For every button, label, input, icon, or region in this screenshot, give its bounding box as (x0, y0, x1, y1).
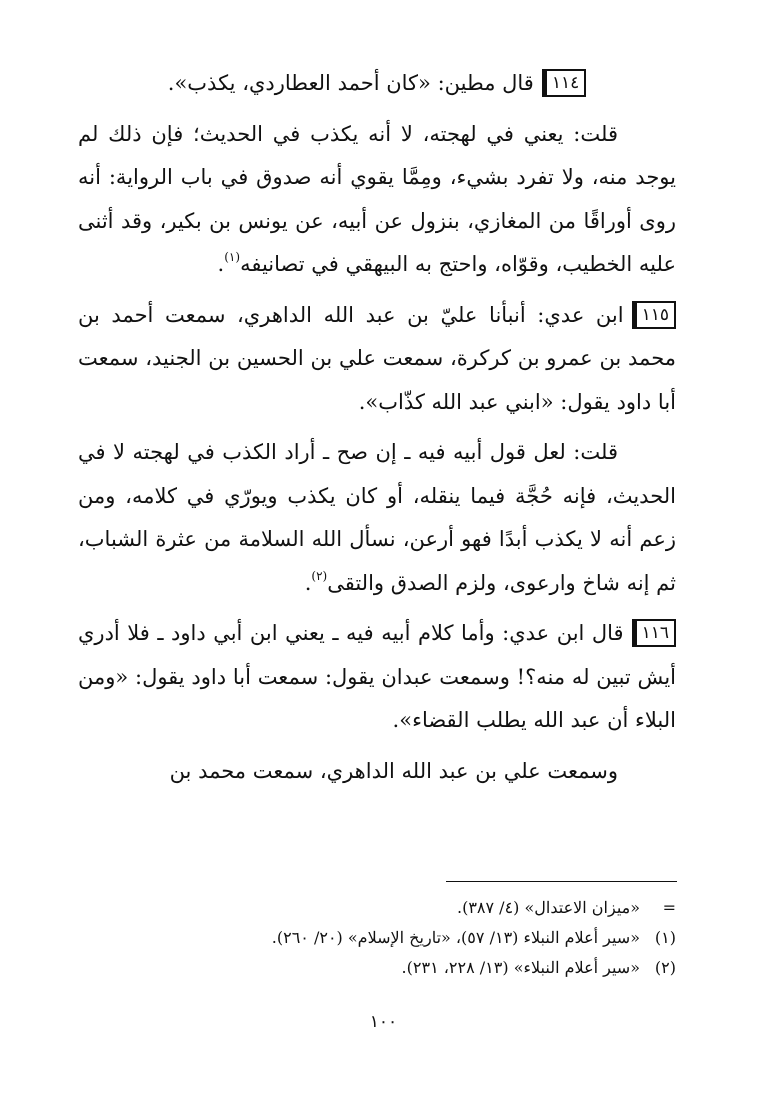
entry-116 (78, 612, 676, 743)
commentary-paragraph (78, 431, 676, 605)
page-number: ١٠٠ (369, 1012, 398, 1032)
entry-text: ابن عدي: أنبأنا عليّ بن عبد الله الداهري، سمعت أحمد بن محمد بن عمرو بن كركرة، سمعت علي بن الحسين بن الجنيد، سمعت أبا داود يقول: «ابني عبد الله كذّاب». (78, 302, 676, 414)
footnote-reference: (٢) (311, 568, 328, 583)
commentary-paragraph (78, 113, 676, 287)
paragraph-end: . (304, 570, 312, 595)
paragraph-text: قلت: يعني في لهجته، لا أنه يكذب في الحديث؛ فإن ذلك لم يوجد منه، ولا تفرد بشيء، ومِمَّا يقوي أنه صدوق في باب الرواية: أنه روى أوراقًا من المغازي، بنزول عن أبيه، عن يونس بن بكير، وقد أثنى عليه الخطيب، وقوّاه، واحتج به البيهقي في تصانيفه (78, 121, 676, 276)
entry-number-box: ١١٥ (632, 301, 676, 329)
paragraph-text: وسمعت علي بن عبد الله الداهري، سمعت محمد بن (169, 758, 618, 783)
paragraph-text: قلت: لعل قول أبيه فيه ـ إن صح ـ أراد الكذب في لهجته لا في الحديث، فإنه حُجَّة فيما ينقله، أو كان يكذب ويورّي في كلامه، ومن زعم أنه لا يكذب أبدًا فهو أرعن، نسأل الله السلامة من عثرة الشباب، ثم إنه شاخ وارعوى، ولزم الصدق والتقى (78, 440, 676, 595)
entry-number-box: ١١٤ (542, 69, 586, 97)
footnote-text: «ميزان الاعتدال» (٤/ ٣٨٧). (456, 898, 640, 917)
footnotes (78, 893, 676, 983)
entry-114 (78, 62, 676, 106)
entry-text: قال مطين: «كان أحمد العطاردي، يكذب». (167, 71, 534, 95)
footnote-item (78, 923, 676, 953)
continuation-paragraph (78, 750, 676, 794)
main-text (78, 62, 676, 793)
entry-text: قال ابن عدي: وأما كلام أبيه فيه ـ يعني ابن أبي داود ـ فلا أدري أيش تبين له منه؟! وسمعت عبدان يقول: سمعت أبا داود يقول: «ومن البلاء أن عبد الله يطلب القضاء». (78, 621, 676, 732)
footnote-text: «سير أعلام النبلاء (١٣/ ٥٧)، «تاريخ الإسلام» (٢٠/ ٢٦٠). (271, 928, 640, 947)
footnote-item (78, 953, 676, 983)
footnote-divider (446, 881, 677, 882)
footnote-mark: (٢) (654, 958, 676, 977)
footnote-item (78, 893, 676, 923)
footnote-reference: (١) (224, 250, 241, 264)
footnote-text: «سير أعلام النبلاء» (١٣/ ٢٢٨، ٢٣١). (401, 958, 640, 977)
paragraph-end: . (217, 252, 225, 276)
entry-number-box: ١١٦ (632, 619, 676, 647)
entry-115 (78, 294, 676, 425)
footnote-mark: = (662, 898, 676, 917)
footnote-mark: (١) (654, 928, 676, 947)
